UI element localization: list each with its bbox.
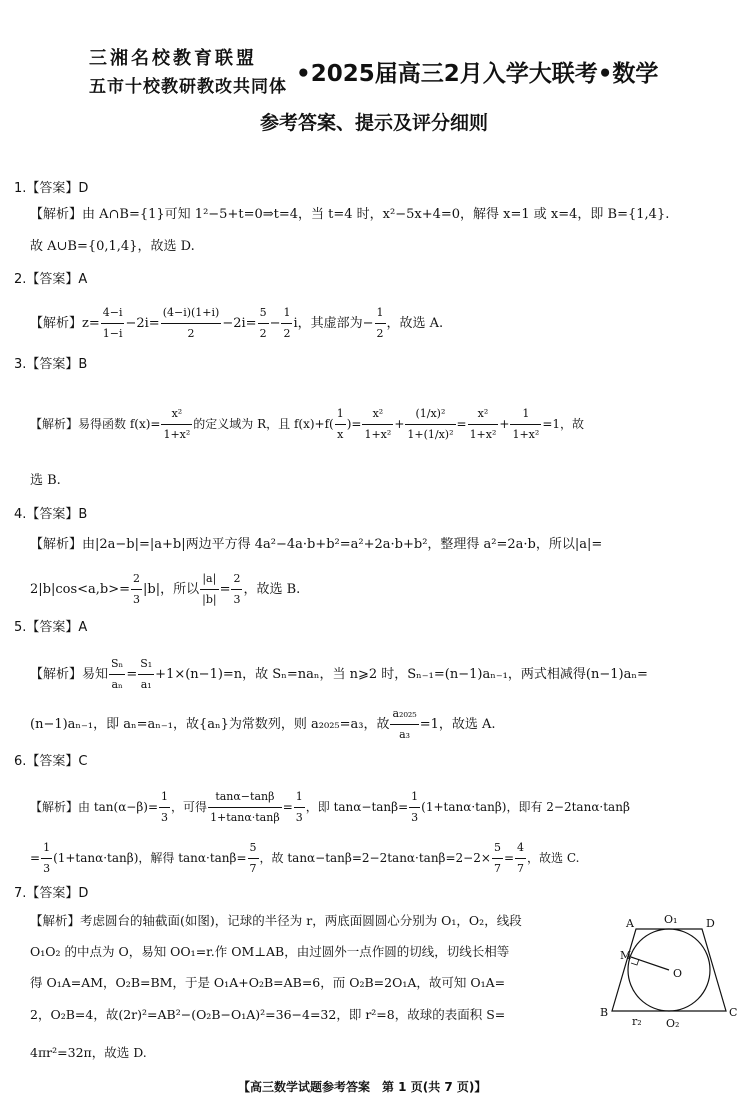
org-line-2: 五市十校教研教改共同体 [89,77,287,97]
label-a: A [626,917,634,930]
label-d: D [706,917,715,930]
frustum-section-figure [596,905,746,1035]
segment-om [631,957,669,970]
label-o1: O₁ [664,913,678,926]
q4-explain-line1: 【解析】由|2a−b|=|a+b|两边平方得 4a²−4a·b+b²=a²+2a·b+b²，整理得 a²=2a·b，所以|a|= [30,537,603,552]
org-line-1: 三湘名校教育联盟 [89,48,257,69]
q3-answer: 3.【答案】B [14,357,88,372]
q6-explain-line2: = $\frac{1}{3}$ (1+tanα·tanβ)，解得 tanα·tanβ= $\frac{5}{7}$ ，故 tanα−tanβ=2−2tanα·tanβ=2−2× $\frac{5}{7}$ = $\frac{4}{7}$ ，故选 C. [30,838,579,879]
q7-explain-line5: 4πr²=32π，故选 D. [30,1045,147,1060]
page-footer: 【高三数学试题参考答案 第 1 页(共 7 页)】 [238,1080,487,1094]
q2-answer: 2.【答案】A [14,272,88,287]
q6-answer: 6.【答案】C [14,754,88,769]
label-r2: r₂ [632,1015,642,1028]
label-c: C [729,1006,738,1019]
q5-answer: 5.【答案】A [14,620,88,635]
q7-explain-line3: 得 O₁A=AM，O₂B=BM，于是 O₁A+O₂B=AB=6，而 O₂B=2O₁A，故可知 O₁A= [30,975,506,990]
exam-title: •2025届高三2月入学大联考•数学 [296,61,659,87]
q6-explain-line1: 【解析】由 tan(α−β)= $\frac{1}{3}$ ，可得 $\frac{\tan\alpha-\tan\beta}{1+\tan\alpha\cdot\tan\beta}$ = $\frac{1}{3}$ ，即 tanα−tanβ= $\frac{1}{3}$ (1+tanα·tanβ)，即有 2−2tanα·tanβ [30,787,630,828]
document-subtitle: 参考答案、提示及评分细则 [260,112,489,134]
label-o: O [673,967,683,980]
q5-explain-line2: (n−1)aₙ₋₁，即 aₙ=aₙ₋₁，故{aₙ}为常数列，则 a₂₀₂₅=a₃，故 $\frac{\text{a₂₀₂₅}}{\text{a₃}}$ =1，故选 A. [30,704,496,745]
q3-explain-line2: 选 B. [30,473,61,488]
label-o2: O₂ [666,1017,680,1030]
q7-explain-line2: O₁O₂ 的中点为 O，易知 OO₁=r.作 OM⊥AB，由过圆外一点作圆的切线，切线长相等 [30,944,510,959]
q1-explain-line1: 【解析】由 A∩B={1}可知 1²−5+t=0⇒t=4，当 t=4 时，x²−5x+4=0，解得 x=1 或 x=4，即 B={1,4}. [30,207,670,222]
q4-explain-line2: 2|b|cos<a,b>= $\frac{2}{3}$ |b|，所以 $\frac{|a|}{|b|}$ = $\frac{2}{3}$ ，故选 B. [30,569,300,610]
label-m: M [620,949,632,962]
q3-explain-line1: 【解析】易得函数 f(x)= $\frac{\text{x²}}{\text{1+x²}}$ 的定义域为 R，且 f(x)+f( $\frac{1}{x}$ )= $\frac{\text{x²}}{\text{1+x²}}$ + $\frac{\text{(1/x)²}}{\text{1+(1/x)²}}$ = $\frac{\text{x²}}{\text{1+x²}}$ + $\frac{1}{\text{1+x²}}$ =1，故 [30,404,584,445]
q1-answer: 1.【答案】D [14,181,89,196]
q7-explain-line4: 2，O₂B=4，故(2r)²=AB²−(O₂B−O₁A)²=36−4=32，即 r²=8，故球的表面积 S= [30,1007,506,1022]
q2-explain: 【解析】z= $\frac{4-i}{1-i}$ −2i= $\frac{(4-i)(1+i)}{2}$ −2i= $\frac{5}{2}$ − $\frac{1}{2}$ i，其虚部为− $\frac{1}{2}$ ，故选 A. [30,303,443,344]
label-b: B [600,1006,609,1019]
q4-answer: 4.【答案】B [14,507,88,522]
q7-answer: 7.【答案】D [14,886,89,901]
q1-explain-line2: 故 A∪B={0,1,4}，故选 D. [30,239,195,254]
q5-explain-line1: 【解析】易知 $\frac{\text{Sₙ}}{\text{aₙ}}$ = $\frac{\text{S₁}}{\text{a₁}}$ +1×(n−1)=n，故 Sₙ=naₙ，当 n⩾2 时，Sₙ₋₁=(n−1)aₙ₋₁，两式相减得(n−1)aₙ= [30,654,648,695]
q7-explain-line1: 【解析】考虑圆台的轴截面(如图)，记球的半径为 r，两底面圆圆心分别为 O₁，O₂，线段 [30,913,522,928]
